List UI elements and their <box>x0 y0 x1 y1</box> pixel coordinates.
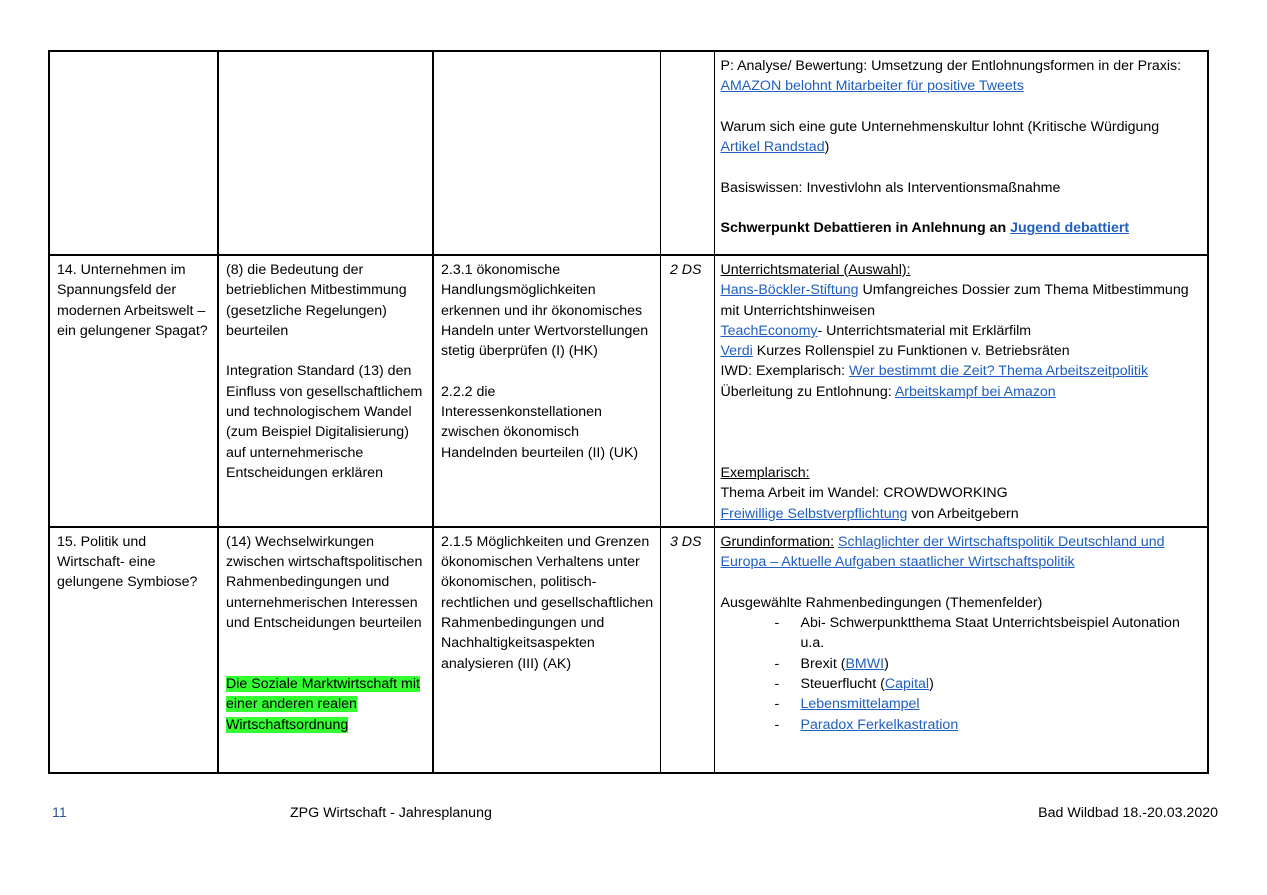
paragraph-unternehmenskultur: Warum sich eine gute Unternehmenskultur lohnt (Kritische Würdigung Artikel Randstad) <box>720 118 1160 156</box>
table-row-14 <box>49 255 1208 527</box>
competences-cell: 2.1.5 Möglichkeiten und Grenzen ökonomischen Verhaltens unter ökonomischen, politisch-rechtlichen und gesellschaftlichen Rahmenbedingungen und Nachhaltigkeitsaspekten analysieren (III) (AK) <box>433 527 660 773</box>
link-teacheconomy[interactable]: TeachEconomy <box>720 322 818 339</box>
link-jugend-debattiert[interactable]: Jugend debattiert <box>1010 220 1130 237</box>
list-item <box>721 694 1202 714</box>
competence-text: 2.2.2 die Interessenkonstellationen zwischen ökonomisch Handelnden beurteilen (II) (UK) <box>441 383 639 461</box>
grundinformation: Grundinformation: Schlaglichter der Wirtschaftspolitik Deutschland und Europa – Aktuelle Aufgaben staatlicher Wirtschaftspolitik <box>720 533 1165 571</box>
materials-cell <box>714 51 1208 255</box>
topic-cell: 15. Politik und Wirtschaft- eine gelungene Symbiose? <box>49 527 218 773</box>
paragraph-basiswissen: Basiswissen: Investivlohn als Interventionsmaßnahme <box>720 179 1061 196</box>
dash-bullet-icon: - <box>774 615 780 632</box>
standards-cell <box>218 255 433 527</box>
paragraph-schwerpunkt: Schwerpunkt Debattieren in Anlehnung an Jugend debattiert <box>720 220 1130 237</box>
exemplarisch-heading: Exemplarisch: <box>720 464 810 481</box>
standards-cell <box>218 51 433 255</box>
link-verdi[interactable]: Verdi <box>720 343 753 360</box>
link-lebensmittelampel[interactable]: Lebensmittelampel <box>800 696 920 713</box>
paragraph-analyse: P: Analyse/ Bewertung: Umsetzung der Entlohnungsformen in der Praxis: AMAZON belohnt Mitarbeiter für positive Tweets <box>720 58 1182 95</box>
material-item: Hans-Böckler-Stiftung Umfangreiches Dossier zum Thema Mitbestimmung mit Unterrichtshinweisen <box>720 282 1189 319</box>
standard-text: (14) Wechselwirkungen zwischen wirtschaftspolitischen Rahmenbedingungen und unternehmerischen Interessen und Entscheidungen beurteilen <box>226 533 423 632</box>
list-item: - Steuerflucht (Capital) <box>721 674 1202 694</box>
link-capital[interactable]: Capital <box>884 675 930 692</box>
page-number: 11 <box>52 805 67 821</box>
material-item: Freiwillige Selbstverpflichtung von Arbeitgebern <box>720 505 1019 522</box>
footer-title: ZPG Wirtschaft - Jahresplanung <box>290 805 492 821</box>
competence-text: 2.3.1 ökonomische Handlungsmöglichkeiten erkennen und ihr ökonomisches Handeln unter Wertvorstellungen stetig überprüfen (I) (HK) <box>441 262 649 360</box>
table-row-15 <box>49 527 1208 773</box>
list-item: - Abi- Schwerpunktthema Staat Unterrichtsbeispiel Autonation u.a. <box>774 615 1180 652</box>
hours-cell: 2 DS <box>660 255 714 527</box>
material-item: Verdi Kurzes Rollenspiel zu Funktionen v. Betriebsräten <box>720 343 1070 360</box>
link-schlaglichter-wirtschaftspolitik[interactable]: Schlaglichter der Wirtschaftspolitik Deutschland und Europa – Aktuelle Aufgaben staatlicher Wirtschaftspolitik <box>720 533 1165 571</box>
competences-cell <box>433 255 660 527</box>
link-paradox-ferkelkastration[interactable]: Paradox Ferkelkastration <box>800 716 959 733</box>
dash-bullet-icon: - <box>774 716 780 733</box>
list-title: Ausgewählte Rahmenbedingungen (Themenfelder) <box>720 594 1043 611</box>
competences-cell <box>433 51 660 255</box>
materials-cell <box>714 527 1208 773</box>
dash-bullet-icon: - <box>774 675 780 692</box>
topic-cell: 14. Unternehmen im Spannungsfeld der modernen Arbeitswelt – ein gelungener Spagat? <box>49 255 218 527</box>
highlighted-standard: Die Soziale Marktwirtschaft mit einer anderen realen Wirtschaftsordnung <box>226 675 420 733</box>
dash-bullet-icon: - <box>774 655 780 672</box>
hours-cell <box>660 51 714 255</box>
link-bmwi[interactable]: BMWI <box>845 655 885 672</box>
link-artikel-randstad[interactable]: Artikel Randstad <box>720 139 825 156</box>
materials-heading: Unterrichtsmaterial (Auswahl): <box>720 262 911 278</box>
material-item: IWD: Exemplarisch: Wer bestimmt die Zeit? Thema Arbeitszeitpolitik <box>720 363 1149 380</box>
link-arbeitszeitpolitik[interactable]: Wer bestimmt die Zeit? Thema Arbeitszeitpolitik <box>849 363 1149 380</box>
link-hans-boeckler-stiftung[interactable]: Hans-Böckler-Stiftung <box>720 282 859 299</box>
material-item: Überleitung zu Entlohnung: Arbeitskampf bei Amazon <box>720 383 1056 400</box>
link-arbeitskampf-amazon[interactable]: Arbeitskampf bei Amazon <box>894 383 1056 400</box>
standard-text: Integration Standard (13) den Einfluss von gesellschaftlichem und technologischem Wandel (zum Beispiel Digitalisierung) auf unternehmerische Entscheidungen erklären <box>226 363 423 481</box>
hours-cell: 3 DS <box>660 527 714 773</box>
footer-place-date: Bad Wildbad 18.-20.03.2020 <box>1038 805 1218 821</box>
dash-bullet-icon: - <box>774 696 780 713</box>
standards-cell <box>218 527 433 773</box>
topic-cell <box>49 51 218 255</box>
link-amazon-tweets[interactable]: AMAZON belohnt Mitarbeiter für positive Tweets <box>720 78 1024 95</box>
materials-cell <box>714 255 1208 527</box>
material-item: TeachEconomy- Unterrichtsmaterial mit Erklärfilm <box>720 322 1032 339</box>
list-item <box>721 715 1202 735</box>
table-row-13 <box>49 51 1208 255</box>
link-selbstverpflichtung[interactable]: Freiwillige Selbstverpflichtung <box>720 505 908 522</box>
list-item: - Brexit (BMWI) <box>721 654 1202 674</box>
themenfelder-list <box>721 613 1202 735</box>
standard-text: (8) die Bedeutung der betrieblichen Mitbestimmung (gesetzliche Regelungen) beurteilen <box>226 262 407 339</box>
curriculum-table <box>48 50 1209 774</box>
material-item: Thema Arbeit im Wandel: CROWDWORKING <box>720 485 1008 502</box>
